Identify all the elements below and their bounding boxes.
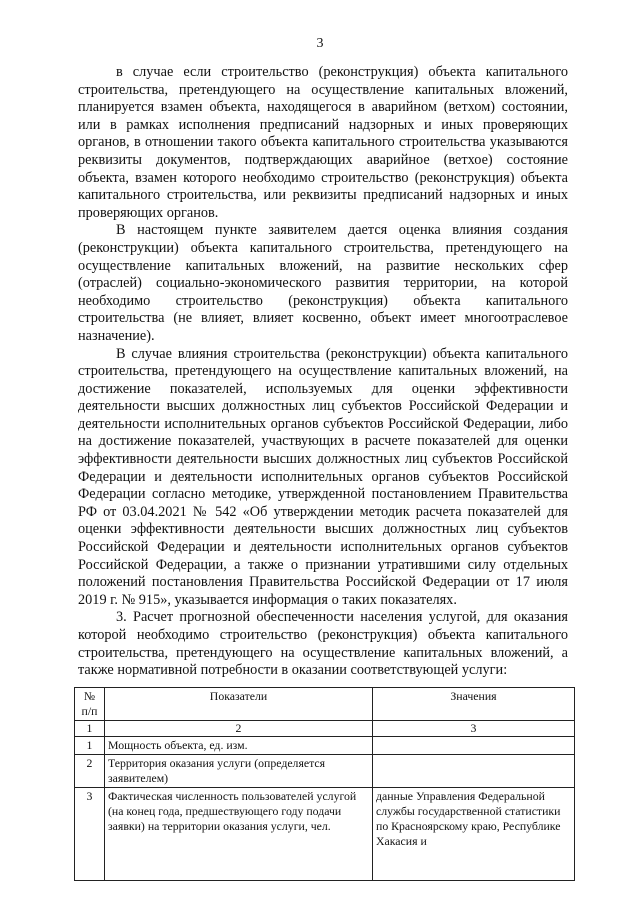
table-row (75, 755, 575, 788)
table-row (75, 788, 575, 881)
table-row (75, 737, 575, 755)
row-indicator: Территория оказания услуги (определяется заявителем) (105, 755, 373, 788)
header-number (75, 688, 105, 721)
body-text (78, 64, 568, 680)
paragraph-emergency-object: в случае если строительство (реконструкция) объекта капитального строительства, претендующего на осуществление капитальных вложений, планируется взамен объекта, находящегося в аварийном (ветхом) состоянии, или в рамках исполнения предписаний надзорных и иных проверяющих органов, в отношении такого объекта капитального строительства указываются реквизиты документов, подтверждающих аварийное (ветхое) состояние объекта, взамен которого необходимо строительство (реконструкция) объекта капитального строительства, или реквизиты предписаний надзорных и иных проверяющих органов. (78, 64, 568, 221)
index-cell: 2 (105, 721, 373, 737)
header-indicators: Показатели (105, 688, 373, 721)
header-number-symbol: № (83, 689, 96, 703)
index-cell: 3 (373, 721, 575, 737)
paragraph-influence-assessment: В настоящем пункте заявителем дается оценка влияния создания (реконструкции) объекта капитального строительства, претендующего на осуществление капитальных вложений, на развитие нескольких сфер (отраслей) социально-экономического развития территории, на которой необходимо строительство (реконструкция) объекта капитального строительства (не влияет, влияет косвенно, объект имеет многоотраслевое назначение). (78, 222, 568, 344)
header-number-abbr: п/п (81, 704, 98, 718)
index-cell: 1 (75, 721, 105, 737)
header-values: Значения (373, 688, 575, 721)
row-number: 3 (75, 788, 105, 881)
table-header-row (75, 688, 575, 721)
row-value (373, 755, 575, 788)
row-number: 2 (75, 755, 105, 788)
row-value: данные Управления Федеральной службы государственной статистики по Красноярскому краю, Республике Хакасия и (373, 788, 575, 881)
row-indicator: Фактическая численность пользователей услугой (на конец года, предшествующего году подачи заявки) на территории оказания услуги, чел. (105, 788, 373, 881)
table-index-row (75, 721, 575, 737)
indicators-table (74, 687, 575, 881)
page-number: 3 (316, 36, 324, 51)
row-value (373, 737, 575, 755)
row-number: 1 (75, 737, 105, 755)
paragraph-service-calculation: 3. Расчет прогнозной обеспеченности населения услугой, для оказания которой необходимо строительство (реконструкция) объекта капитального строительства, претендующего на осуществление капитальных вложений, а также нормативной потребности в оказании соответствующей услуги: (78, 609, 568, 679)
row-indicator: Мощность объекта, ед. изм. (105, 737, 373, 755)
paragraph-indicators: В случае влияния строительства (реконструкции) объекта капитального строительства, претендующего на осуществление капитальных вложений, на достижение показателей, используемых для оценки эффективности деятельности высших должностных лиц субъектов Российской Федерации и деятельности исполнительных органов субъектов Российской Федерации, либо на достижение показателей, участвующих в расчете показателей для оценки эффективности деятельности высших должностных лиц субъектов Российской Федерации и деятельности исполнительных органов субъектов Российской Федерации согласно методике, утвержденной постановлением Правительства РФ от 03.04.2021 № 542 «Об утверждении методик расчета показателей для оценки эффективности деятельности высших должностных лиц субъектов Российской Федерации и деятельности исполнительных органов субъектов Российской Федерации, а также о признании утратившими силу отдельных положений постановления Правительства Российской Федерации от 17 июля 2019 г. № 915», указывается информация о таких показателях. (78, 345, 568, 608)
